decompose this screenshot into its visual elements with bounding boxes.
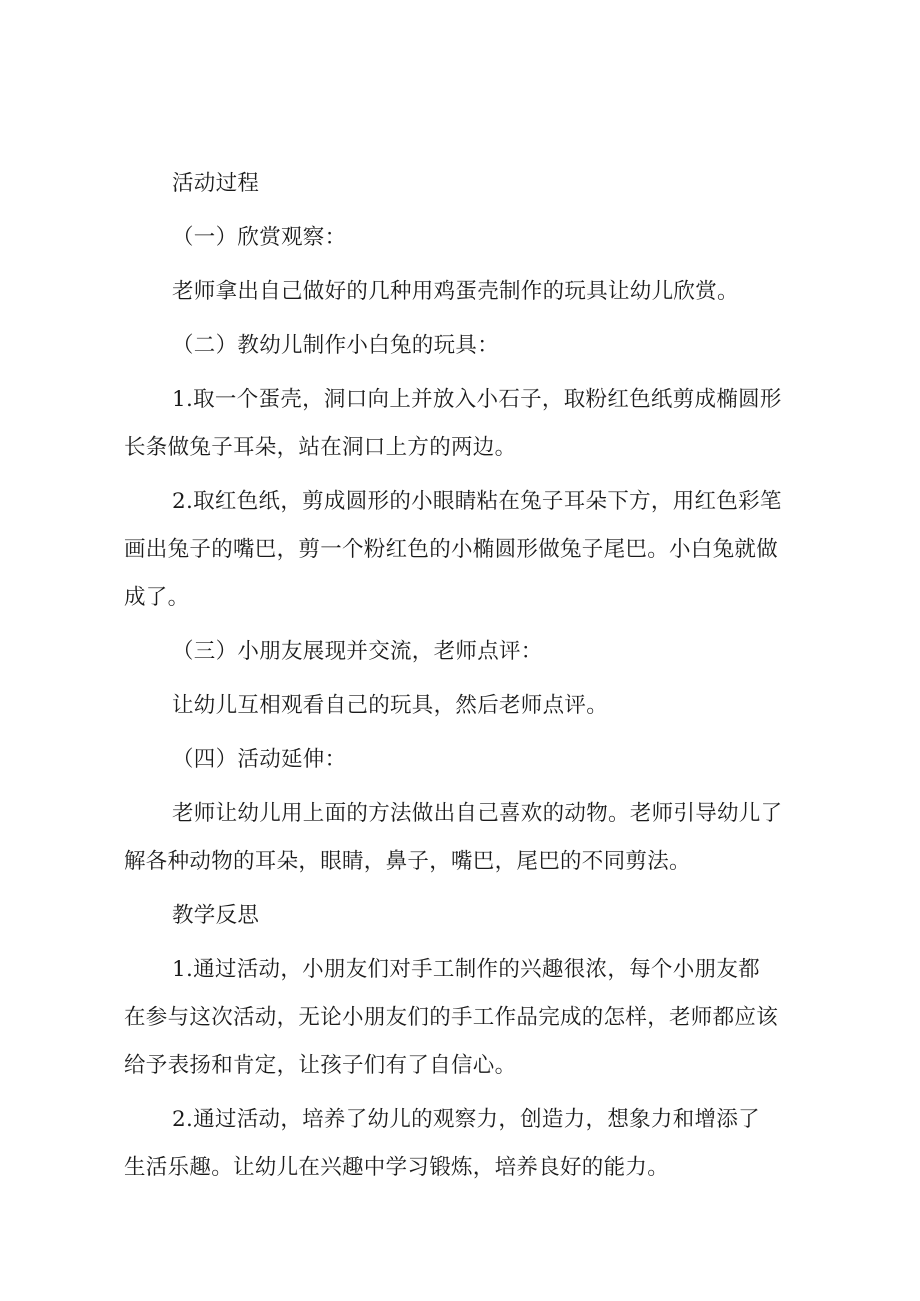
text-line: 1.取一个蛋壳，洞口向上并放入小石子，取粉红色纸剪成椭圆形 (172, 387, 782, 412)
section-heading-reflection: 教学反思 (172, 903, 260, 928)
text-line: 在参与这次活动，无论小朋友们的手工作品完成的怎样，老师都应该 (124, 1005, 779, 1030)
step-3-body: 让幼儿互相观看自己的玩具，然后老师点评。 (172, 693, 609, 718)
step-1-body: 老师拿出自己做好的几种用鸡蛋壳制作的玩具让幼儿欣赏。 (172, 279, 739, 304)
reflection-2 (124, 1096, 816, 1192)
section-heading-process: 活动过程 (172, 171, 260, 196)
reflection-1 (124, 946, 816, 1090)
step-4-body (124, 790, 816, 886)
step-2-item-2 (124, 478, 816, 622)
text-line: 2.取红色纸，剪成圆形的小眼睛粘在兔子耳朵下方，用红色彩笔 (172, 489, 782, 514)
text-line: 2.通过活动，培养了幼儿的观察力，创造力，想象力和增添了 (172, 1107, 760, 1132)
step-4-heading: （四）活动延伸： (172, 747, 347, 772)
text-line: 成了。 (124, 585, 190, 610)
step-2-item-1 (124, 376, 816, 472)
step-1-heading: （一）欣赏观察： (172, 225, 347, 250)
text-line: 生活乐趣。让幼儿在兴趣中学习锻炼，培养良好的能力。 (124, 1155, 670, 1180)
document-body (124, 160, 816, 1192)
text-line: 1.通过活动，小朋友们对手工制作的兴趣很浓，每个小朋友都 (172, 957, 760, 982)
text-line: 给予表扬和肯定，让孩子们有了自信心。 (124, 1053, 517, 1078)
text-line: 画出兔子的嘴巴，剪一个粉红色的小椭圆形做兔子尾巴。小白兔就做 (124, 537, 779, 562)
text-line: 解各种动物的耳朵，眼睛，鼻子，嘴巴，尾巴的不同剪法。 (124, 849, 691, 874)
text-line: 长条做兔子耳朵，站在洞口上方的两边。 (124, 435, 517, 460)
step-2-heading: （二）教幼儿制作小白兔的玩具： (172, 333, 500, 358)
text-line: 老师让幼儿用上面的方法做出自己喜欢的动物。老师引导幼儿了 (172, 801, 783, 826)
step-3-heading: （三）小朋友展现并交流，老师点评： (172, 639, 543, 664)
